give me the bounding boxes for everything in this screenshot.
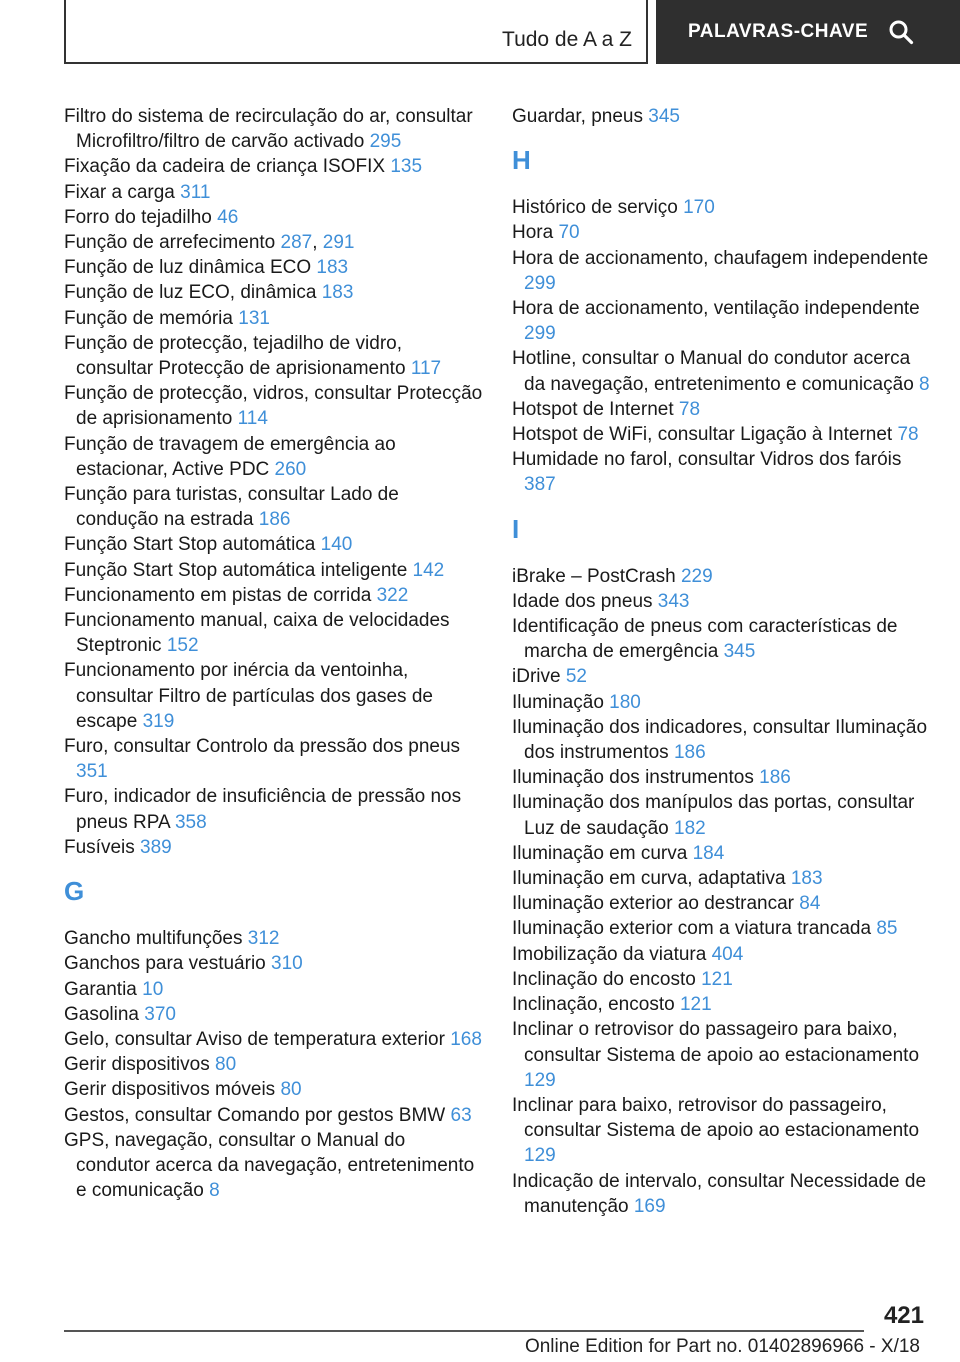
index-entry-text: Funcionamento em pistas de corrida (64, 584, 372, 606)
index-entry (64, 331, 484, 381)
index-entry (512, 447, 932, 497)
index-entry (64, 205, 484, 230)
page-reference-link[interactable]: 80 (280, 1079, 302, 1101)
index-entry (64, 180, 484, 205)
index-entry (512, 220, 932, 245)
page-reference-link[interactable]: 186 (673, 742, 706, 764)
index-letter-heading: I (512, 513, 520, 544)
index-entry (64, 280, 484, 305)
index-entry (512, 790, 932, 840)
index-entry-text: Hotline, consultar o Manual do condutor acerca da navegação, entretenimento e comunicação (512, 348, 914, 395)
index-entry-text: Imobilização da viatura (512, 943, 707, 965)
page-reference-link[interactable]: 80 (215, 1054, 237, 1076)
page-reference-link[interactable]: 183 (316, 257, 349, 279)
index-entry (512, 841, 932, 866)
page-reference-link[interactable]: 78 (678, 398, 701, 420)
index-entry (512, 104, 932, 129)
index-entry-text: Inclinar para baixo, retrovisor do passageiro, consultar Sistema de apoio ao estacionamento (512, 1094, 920, 1142)
index-entry (512, 916, 932, 941)
index-entry (64, 1077, 484, 1102)
page-reference-link[interactable]: 291 (322, 232, 355, 254)
page-reference-link[interactable]: 168 (450, 1028, 482, 1050)
index-entry-text: Funcionamento por inércia da ventoinha, consultar Filtro de partículas dos gases de escape (64, 660, 433, 732)
page-reference-link[interactable]: 10 (142, 978, 164, 1000)
index-entry-text: Iluminação dos indicadores, consultar Iluminação dos instrumentos (512, 716, 928, 764)
index-entry (64, 583, 484, 608)
index-entry-text: Guardar, pneus (512, 106, 643, 127)
index-entry: Função de arrefecimento 287, 291 (64, 232, 355, 254)
index-entry-text: Iluminação em curva (512, 842, 688, 864)
page-reference-link[interactable]: 129 (524, 1145, 556, 1167)
index-entry-text: Iluminação dos instrumentos (512, 767, 754, 789)
index-entry-text: Humidade no farol, consultar Vidros dos faróis (512, 449, 902, 471)
page-reference-link[interactable]: 52 (565, 666, 587, 688)
index-entry (64, 154, 484, 179)
index-entry (64, 926, 484, 951)
index-column-left (64, 104, 484, 1203)
page-reference-link[interactable]: 84 (799, 893, 821, 915)
page-reference-link[interactable]: 319 (142, 710, 175, 732)
index-entry-text: iDrive (512, 666, 561, 688)
index-entry-text: Função de protecção, tejadilho de vidro, consultar Protecção de aprisionamento (64, 332, 406, 380)
index-entry-text: Iluminação exterior com a viatura trancada (512, 918, 872, 940)
page-reference-link[interactable]: 295 (369, 131, 402, 153)
page-reference-link[interactable]: 70 (558, 222, 580, 244)
page-reference-link[interactable]: 117 (410, 358, 442, 380)
page-reference-link[interactable]: 345 (723, 641, 756, 663)
page-reference-link[interactable]: 186 (258, 509, 291, 531)
index-entry-text: Inclinação do encosto (512, 968, 696, 990)
index-entry-text: Fixar a carga (64, 181, 175, 203)
footer-edition-text: Online Edition for Part no. 01402896966 - X/18 (524, 1336, 920, 1357)
index-entry (64, 951, 484, 976)
index-entry-text: Hora de accionamento, ventilação independente (512, 298, 920, 320)
index-entry-text: Hora de accionamento, chaufagem independente (512, 247, 929, 269)
page-reference-link[interactable]: 343 (657, 590, 690, 612)
index-entry-text: Fusíveis (64, 836, 135, 858)
footer-divider (64, 1330, 864, 1332)
page-number: 421 (883, 1302, 924, 1329)
index-entry (512, 765, 932, 790)
index-entry (64, 608, 484, 658)
index-entry-text: Função de protecção, vidros, consultar Protecção de aprisionamento (64, 383, 483, 430)
page-reference-link[interactable]: 140 (320, 534, 353, 556)
index-entry (64, 1027, 484, 1052)
page-reference-link[interactable]: 299 (524, 323, 556, 345)
index-entry (64, 1128, 484, 1204)
index-column-right (512, 104, 932, 1219)
page-reference-link[interactable]: 404 (711, 943, 744, 965)
index-entry (64, 306, 484, 331)
index-entry (512, 564, 932, 589)
index-entry (64, 784, 484, 834)
index-entry (512, 942, 932, 967)
index-entry (512, 690, 932, 715)
index-entry-text: Hotspot de Internet (512, 398, 674, 420)
index-entry (512, 296, 932, 346)
page-reference-link[interactable]: 260 (274, 458, 307, 480)
index-entry-text: Funcionamento manual, caixa de velocidades Steptronic (64, 610, 450, 657)
index-entry (512, 1017, 932, 1093)
page-reference-link[interactable]: 169 (633, 1195, 666, 1217)
index-entry (64, 734, 484, 784)
index-entry-text: Forro do tejadilho (64, 206, 212, 228)
page-reference-link[interactable]: 229 (680, 565, 713, 587)
index-entry-text: Filtro do sistema de recirculação do ar, consultar Microfiltro/filtro de carvão activado (64, 106, 473, 153)
index-entry (64, 1052, 484, 1077)
page-reference-link[interactable]: 152 (166, 635, 199, 657)
index-entry-text: Função de memória (64, 307, 233, 329)
page-reference-link[interactable]: 389 (140, 836, 172, 858)
header-section-box (64, 0, 648, 64)
index-entry-text: Ganchos para vestuário (64, 953, 266, 975)
page-reference-link[interactable]: 345 (648, 106, 680, 127)
index-entry (64, 532, 484, 557)
page-reference-link[interactable]: 387 (524, 474, 556, 496)
index-entry-text: Gerir dispositivos móveis (64, 1079, 276, 1101)
index-entry (512, 715, 932, 765)
index-entry (512, 195, 932, 220)
page-reference-link[interactable]: 121 (701, 968, 733, 990)
index-entry-text: Gelo, consultar Aviso de temperatura exterior (64, 1028, 445, 1050)
index-entry-text: Furo, consultar Controlo da pressão dos pneus (64, 736, 461, 758)
page-reference-link[interactable]: 312 (247, 928, 280, 950)
index-entry-text: Histórico de serviço (512, 197, 678, 219)
index-entry-text: Função de luz dinâmica ECO (64, 257, 312, 279)
page-reference-link[interactable]: 114 (237, 408, 268, 430)
index-entry-text: Iluminação exterior ao destrancar (512, 893, 794, 915)
page-reference-link[interactable]: 310 (271, 953, 303, 975)
index-entry-text: Iluminação em curva, adaptativa (512, 868, 786, 890)
index-entry-text: Hotspot de WiFi, consultar Ligação à Internet (512, 424, 893, 446)
index-entry-text: Hora (512, 222, 554, 244)
index-entry-text: Gancho multifunções (64, 928, 243, 950)
index-entry-text: Inclinar o retrovisor do passageiro para baixo, consultar Sistema de apoio ao estacionamento (512, 1019, 920, 1066)
page-reference-link[interactable]: 358 (174, 811, 207, 833)
page-reference-link[interactable]: 142 (412, 559, 445, 581)
index-entry (512, 992, 932, 1017)
index-entry (64, 482, 484, 532)
index-entry-text: Idade dos pneus (512, 590, 653, 612)
page-reference-link[interactable]: 322 (376, 584, 409, 606)
page-reference-link[interactable]: 351 (76, 761, 108, 783)
index-entry (512, 346, 932, 396)
index-entry-text: Função Start Stop automática (64, 534, 316, 556)
index-entry (64, 835, 484, 860)
index-entry-text: Gasolina (64, 1003, 139, 1025)
index-entry-text: Identificação de pneus com características de marcha de emergência (512, 616, 898, 663)
keywords-tab-label: PALAVRAS-CHAVE (688, 21, 869, 42)
page-reference-link[interactable]: 63 (450, 1104, 472, 1126)
page-reference-link[interactable]: 287 (280, 232, 313, 254)
page-reference-link[interactable]: 183 (790, 868, 823, 890)
index-entry-text: Função de arrefecimento (64, 232, 276, 254)
page-reference-link[interactable]: 78 (897, 424, 919, 446)
page-reference-link[interactable]: 129 (524, 1069, 556, 1091)
page-reference-link[interactable]: 184 (692, 842, 725, 864)
index-entry-text: Função de luz ECO, dinâmica (64, 282, 317, 304)
index-entry (64, 977, 484, 1002)
page-reference-link[interactable]: 183 (321, 282, 354, 304)
index-entry-text: Iluminação dos manípulos das portas, consultar Luz de saudação (512, 792, 915, 839)
keywords-tab[interactable] (656, 0, 960, 64)
index-entry (512, 589, 932, 614)
page-reference-link[interactable]: 131 (238, 307, 270, 329)
page-reference-link[interactable]: 85 (876, 918, 898, 940)
index-entry (512, 422, 932, 447)
index-entry (64, 255, 484, 280)
index-entry (512, 891, 932, 916)
index-letter-heading: H (512, 145, 531, 176)
page-reference-link[interactable]: 182 (674, 817, 706, 839)
index-entry-text: Garantia (64, 978, 137, 1000)
index-entry-text: GPS, navegação, consultar o Manual do condutor acerca da navegação, entretenimento e comunicação (64, 1129, 475, 1202)
index-entry-text: Função Start Stop automática inteligente (64, 559, 408, 581)
index-entry-text: Fixação da cadeira de criança ISOFIX (64, 156, 386, 178)
index-entry (512, 246, 932, 296)
page-reference-link[interactable]: 370 (144, 1003, 176, 1025)
index-entry (512, 397, 932, 422)
index-entry-text: Gerir dispositivos (64, 1054, 210, 1076)
page-reference-link[interactable]: 180 (609, 691, 641, 713)
section-title: Tudo de A a Z (502, 28, 632, 51)
index-entry (512, 866, 932, 891)
index-letter-heading: G (64, 876, 85, 907)
index-entry (512, 1169, 932, 1219)
index-entry-text: iBrake – PostCrash (512, 565, 676, 587)
page-reference-link[interactable]: 121 (679, 994, 712, 1016)
index-entry (512, 614, 932, 664)
index-entry (512, 967, 932, 992)
index-entry (64, 658, 484, 734)
search-icon (888, 19, 914, 45)
page-reference-link[interactable]: 311 (180, 181, 211, 203)
page-reference-link[interactable]: 8 (919, 373, 930, 395)
index-entry-text: Função para turistas, consultar Lado de condução na estrada (64, 484, 399, 531)
page-reference-link[interactable]: 186 (759, 767, 791, 789)
index-entry-text: Inclinação, encosto (512, 994, 675, 1016)
page-reference-link[interactable]: 46 (217, 206, 239, 228)
index-entry (64, 381, 484, 431)
index-entry (512, 1093, 932, 1169)
index-entry-text: Gestos, consultar Comando por gestos BMW (64, 1104, 446, 1126)
index-entry-text: Furo, indicador de insuficiência de pressão nos pneus RPA (64, 786, 462, 833)
index-entry (64, 1002, 484, 1027)
page-reference-link[interactable]: 135 (390, 156, 423, 178)
page-reference-link[interactable]: 170 (683, 197, 715, 219)
index-entry (64, 1103, 484, 1128)
page-reference-link[interactable]: 8 (209, 1180, 220, 1202)
index-entry-text: Indicação de intervalo, consultar Necessidade de manutenção (512, 1170, 927, 1217)
index-entry (64, 558, 484, 583)
index-entry (512, 664, 932, 689)
index-entry-text: Função de travagem de emergência ao estacionar, Active PDC (64, 433, 396, 480)
index-entry (64, 104, 484, 154)
page-reference-link[interactable]: 299 (524, 272, 556, 294)
index-entry (64, 432, 484, 482)
index-entry-text: Iluminação (512, 691, 604, 713)
